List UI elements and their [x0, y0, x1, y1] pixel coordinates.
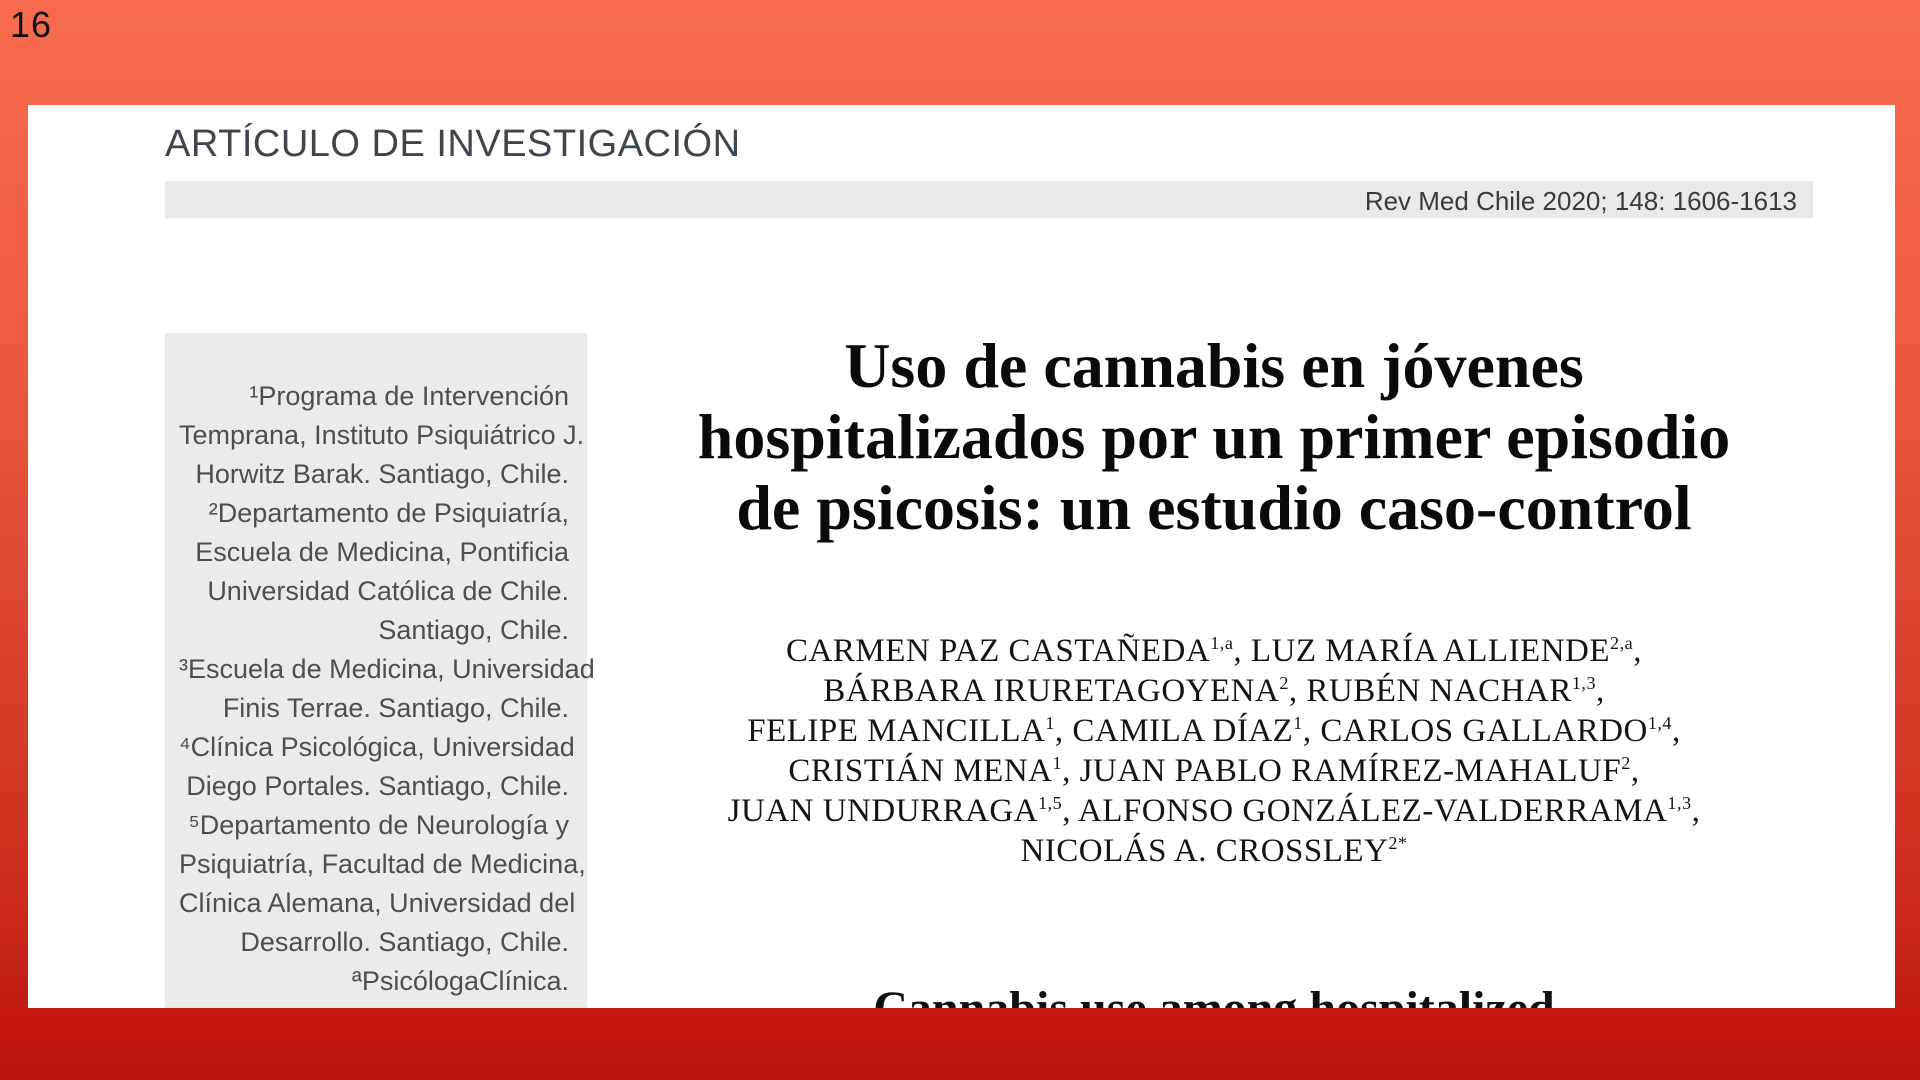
author-line	[588, 631, 1840, 671]
author-superscript: 1,a	[1210, 633, 1234, 653]
author-name: ,	[1596, 673, 1605, 709]
affiliation-line: Universidad Católica de Chile.	[207, 576, 569, 606]
author-name: FELIPE MANCILLA	[747, 713, 1046, 749]
author-superscript: 1	[1045, 713, 1055, 733]
authors-block	[588, 631, 1840, 871]
author-superscript: 1,3	[1571, 673, 1597, 693]
affiliation-line: Horwitz Barak. Santiago, Chile.	[195, 459, 569, 489]
article-title	[588, 330, 1840, 543]
article-main-column	[588, 105, 1840, 1036]
affiliations-sidebar	[165, 333, 595, 1008]
author-superscript: 1,4	[1647, 713, 1672, 733]
document-page	[28, 105, 1895, 1008]
author-name: , LUZ MARÍA ALLIENDE	[1233, 633, 1611, 669]
author-name: NICOLÁS A. CROSSLEY	[1020, 833, 1389, 869]
affiliation-line: Desarrollo. Santiago, Chile.	[240, 927, 569, 957]
author-name: ,	[1691, 793, 1701, 829]
affiliation-line: Clínica Alemana, Universidad del	[179, 888, 576, 918]
affiliation-line: Psiquiatría, Facultad de Medicina,	[179, 849, 586, 879]
author-superscript: 1,3	[1667, 793, 1692, 813]
author-name: ,	[1672, 713, 1681, 749]
affiliation-line: Santiago, Chile.	[378, 615, 569, 645]
author-superscript: 2*	[1388, 833, 1408, 853]
author-line	[588, 831, 1840, 871]
affiliation-line: Diego Portales. Santiago, Chile.	[186, 771, 569, 801]
affiliation-line: ²Departamento de Psiquiatría,	[208, 498, 569, 528]
author-name: , CAMILA DÍAZ	[1054, 713, 1294, 749]
author-name: ,	[1630, 753, 1640, 789]
author-superscript: 2,a	[1610, 633, 1634, 653]
author-superscript: 1	[1293, 713, 1303, 733]
author-line	[588, 711, 1840, 751]
title-line: de psicosis: un estudio caso-control	[736, 472, 1692, 543]
affiliation-line: ªPsicólogaClínica.	[351, 966, 569, 996]
affiliation-line: ¹Programa de Intervención	[249, 381, 569, 411]
author-superscript: 1,5	[1038, 793, 1063, 813]
title-line: Uso de cannabis en jóvenes	[844, 330, 1584, 401]
title-line: hospitalizados por un primer episodio	[697, 401, 1731, 472]
author-name: ,	[1633, 633, 1642, 669]
affiliation-line: Temprana, Instituto Psiquiátrico J.	[179, 420, 585, 450]
author-name: CRISTIÁN MENA	[788, 753, 1053, 789]
slide-page-number: 16	[10, 4, 53, 45]
affiliation-line: ³Escuela de Medicina, Universidad	[179, 654, 595, 684]
affiliation-line: Finis Terrae. Santiago, Chile.	[222, 693, 569, 723]
affiliation-line: ⁴Clínica Psicológica, Universidad	[179, 732, 575, 762]
affiliation-line: Escuela de Medicina, Pontificia	[195, 537, 569, 567]
author-name: , JUAN PABLO RAMÍREZ-MAHALUF	[1062, 753, 1622, 789]
citation-text: Rev Med Chile 2020; 148: 1606-1613	[1364, 186, 1797, 216]
author-name: JUAN UNDURRAGA	[727, 793, 1039, 829]
author-name: BÁRBARA IRURETAGOYENA	[823, 673, 1280, 709]
author-name: , RUBÉN NACHAR	[1288, 673, 1572, 709]
author-name: , CARLOS GALLARDO	[1302, 713, 1648, 749]
author-line	[588, 791, 1840, 831]
author-name: , ALFONSO GONZÁLEZ-VALDERRAMA	[1062, 793, 1668, 829]
author-line	[588, 671, 1840, 711]
bottom-red-bar	[0, 1008, 1920, 1080]
author-superscript: 2	[1621, 753, 1631, 773]
article-section-label: ARTÍCULO DE INVESTIGACIÓN	[165, 123, 741, 165]
author-name: CARMEN PAZ CASTAÑEDA	[786, 633, 1211, 669]
affiliation-line: ⁵Departamento de Neurología y	[188, 810, 569, 840]
author-superscript: 1	[1052, 753, 1063, 773]
author-superscript: 2	[1279, 673, 1289, 693]
author-line	[588, 751, 1840, 791]
